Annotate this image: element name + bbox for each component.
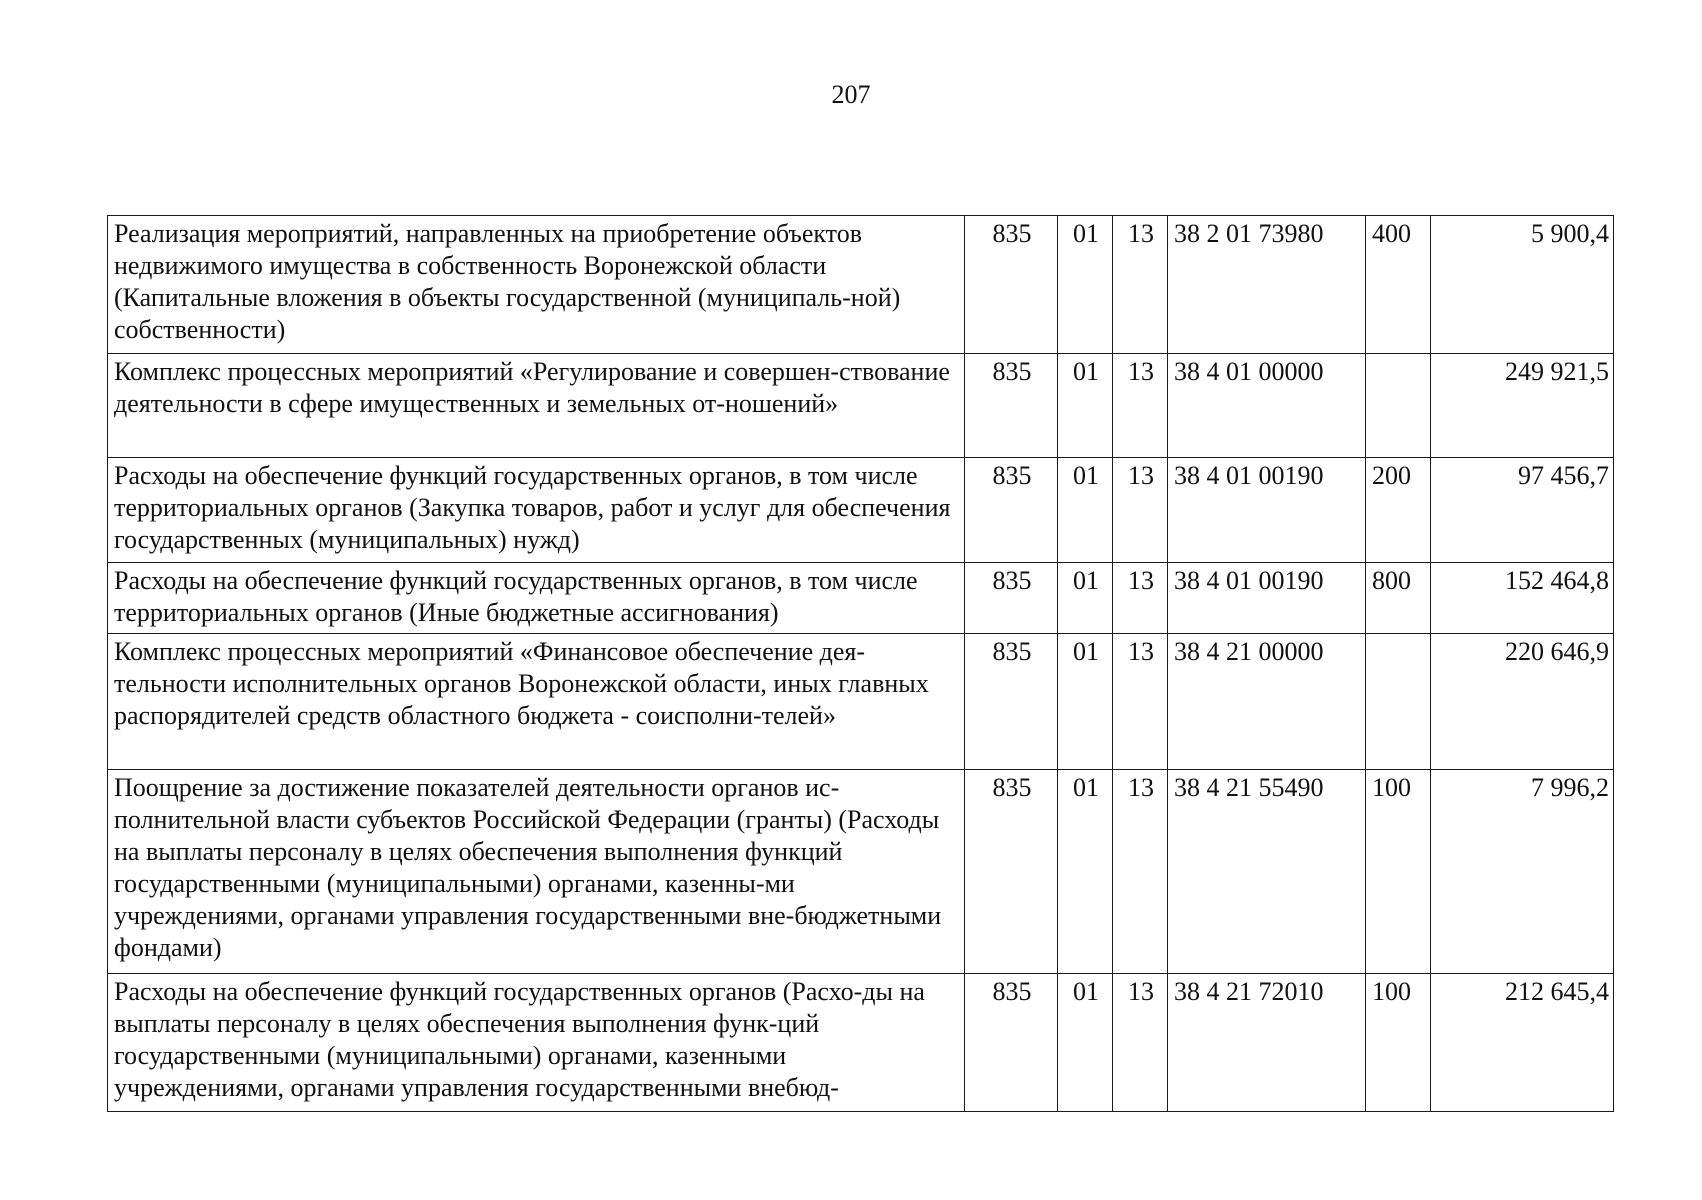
table-row — [108, 216, 1614, 354]
row-pr-code: 13 — [1113, 563, 1168, 634]
row-gr-code: 835 — [965, 563, 1058, 634]
row-pr-code: 13 — [1113, 634, 1168, 770]
row-vr-code: 100 — [1366, 770, 1431, 974]
row-rz-code: 01 — [1058, 770, 1113, 974]
row-pr-code: 13 — [1113, 770, 1168, 974]
row-csr-code: 38 4 01 00000 — [1168, 354, 1366, 458]
row-vr-code: 800 — [1366, 563, 1431, 634]
row-amount: 212 645,4 — [1431, 974, 1614, 1112]
row-vr-code: 100 — [1366, 974, 1431, 1112]
row-csr-code: 38 4 01 00190 — [1168, 458, 1366, 563]
row-rz-code: 01 — [1058, 634, 1113, 770]
row-rz-code: 01 — [1058, 354, 1113, 458]
table-row — [108, 770, 1614, 974]
table-row — [108, 974, 1614, 1112]
row-description: Расходы на обеспечение функций государственных органов (Расхо-ды на выплаты персоналу в целях обеспечения выполнения функ-ций государственными (муниципальными) органами, казенными учреждениями, органами управления государственными внебюд- — [108, 974, 965, 1112]
row-pr-code: 13 — [1113, 216, 1168, 354]
row-rz-code: 01 — [1058, 563, 1113, 634]
row-gr-code: 835 — [965, 634, 1058, 770]
row-amount: 152 464,8 — [1431, 563, 1614, 634]
row-gr-code: 835 — [965, 354, 1058, 458]
row-gr-code: 835 — [965, 974, 1058, 1112]
row-csr-code: 38 4 01 00190 — [1168, 563, 1366, 634]
row-description: Расходы на обеспечение функций государственных органов, в том числе территориальных органов (Иные бюджетные ассигнования) — [108, 563, 965, 634]
page-number: 207 — [831, 80, 871, 109]
row-vr-code — [1366, 634, 1431, 770]
row-pr-code: 13 — [1113, 354, 1168, 458]
table-row — [108, 354, 1614, 458]
row-description: Расходы на обеспечение функций государственных органов, в том числе территориальных органов (Закупка товаров, работ и услуг для обеспечения государственных (муниципальных) нужд) — [108, 458, 965, 563]
row-csr-code: 38 4 21 00000 — [1168, 634, 1366, 770]
row-pr-code: 13 — [1113, 458, 1168, 563]
row-gr-code: 835 — [965, 216, 1058, 354]
table-row — [108, 634, 1614, 770]
row-amount: 7 996,2 — [1431, 770, 1614, 974]
row-vr-code: 200 — [1366, 458, 1431, 563]
row-csr-code: 38 2 01 73980 — [1168, 216, 1366, 354]
row-gr-code: 835 — [965, 458, 1058, 563]
row-csr-code: 38 4 21 72010 — [1168, 974, 1366, 1112]
row-description: Комплекс процессных мероприятий «Финансовое обеспечение дея-тельности исполнительных органов Воронежской области, иных главных распорядителей средств областного бюджета - соисполни-телей» — [108, 634, 965, 770]
row-description: Реализация мероприятий, направленных на приобретение объектов недвижимого имущества в собственность Воронежской области (Капитальные вложения в объекты государственной (муниципаль-ной) собственности) — [108, 216, 965, 354]
row-rz-code: 01 — [1058, 216, 1113, 354]
row-csr-code: 38 4 21 55490 — [1168, 770, 1366, 974]
row-gr-code: 835 — [965, 770, 1058, 974]
budget-table — [107, 215, 1614, 1112]
row-amount: 249 921,5 — [1431, 354, 1614, 458]
row-amount: 5 900,4 — [1431, 216, 1614, 354]
row-amount: 97 456,7 — [1431, 458, 1614, 563]
table-row — [108, 563, 1614, 634]
row-description: Поощрение за достижение показателей деятельности органов ис-полнительной власти субъектов Российской Федерации (гранты) (Расходы на выплаты персоналу в целях обеспечения выполнения функций государственными (муниципальными) органами, казенны-ми учреждениями, органами управления государственными вне-бюджетными фондами) — [108, 770, 965, 974]
row-rz-code: 01 — [1058, 458, 1113, 563]
row-pr-code: 13 — [1113, 974, 1168, 1112]
row-description: Комплекс процессных мероприятий «Регулирование и совершен-ствование деятельности в сфере имущественных и земельных от-ношений» — [108, 354, 965, 458]
table-row — [108, 458, 1614, 563]
row-vr-code — [1366, 354, 1431, 458]
row-rz-code: 01 — [1058, 974, 1113, 1112]
row-amount: 220 646,9 — [1431, 634, 1614, 770]
row-vr-code: 400 — [1366, 216, 1431, 354]
